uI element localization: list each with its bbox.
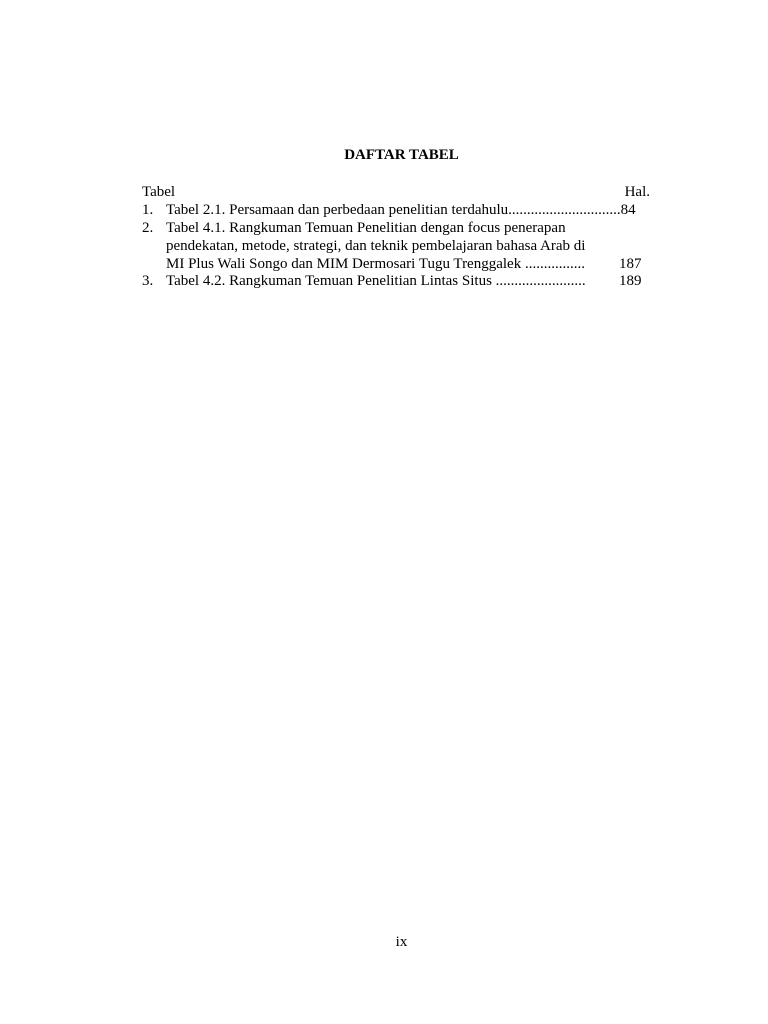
list-item-text: Tabel 4.1. Rangkuman Temuan Penelitian dengan focus penerapan: [166, 220, 566, 236]
header-page-label: Hal.: [624, 184, 650, 200]
header-table-label: Tabel: [142, 184, 176, 200]
page-title: DAFTAR TABEL: [344, 147, 459, 163]
list-item-page: 187: [619, 256, 642, 272]
list-item: [142, 219, 642, 273]
list-item-number: 2.: [142, 220, 154, 236]
list-item: [142, 272, 642, 290]
page-number: ix: [395, 934, 408, 950]
list-item-number: 1.: [142, 202, 154, 218]
list-item-text: pendekatan, metode, strategi, dan teknik pembelajaran bahasa Arab di: [166, 238, 586, 254]
list-item-page: 189: [619, 273, 642, 289]
list-item-text: Tabel 2.1. Persamaan dan perbedaan penelitian terdahulu..............................84: [166, 202, 636, 218]
list-item: [142, 201, 642, 219]
table-list-header: [142, 183, 650, 201]
list-item-text: Tabel 4.2. Rangkuman Temuan Penelitian Lintas Situs ........................: [166, 273, 586, 289]
list-item-text: MI Plus Wali Songo dan MIM Dermosari Tugu Trenggalek ................: [166, 256, 585, 272]
list-item-number: 3.: [142, 273, 154, 289]
